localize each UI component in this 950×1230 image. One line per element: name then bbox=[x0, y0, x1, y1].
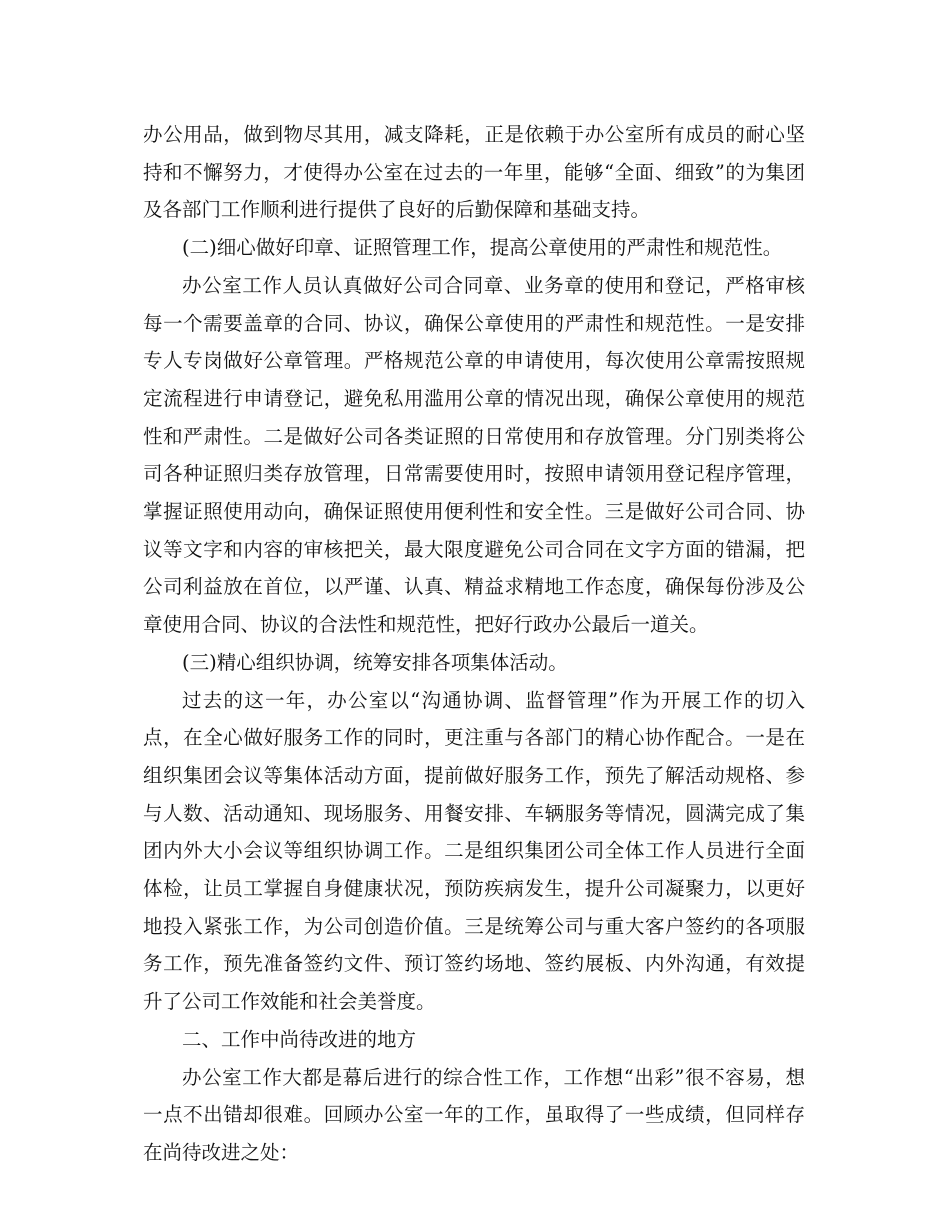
section-heading-improvements: 二、工作中尚待改进的地方 bbox=[182, 1027, 417, 1051]
paragraph-supplies-summary: 办公用品，做到物尽其用，减支降耗，正是依赖于办公室所有成员的耐心坚持和不懈努力，才使得办公室在过去的一年里，能够“全面、细致”的为集团及各部门工作顺利进行提供了良好的后勤保障和基础支持。 bbox=[143, 123, 805, 222]
paragraph-improvements-intro: 办公室工作大都是幕后进行的综合性工作，工作想“出彩”很不容易，想一点不出错却很难。回顾办公室一年的工作，虽取得了一些成绩，但同样存在尚待改进之处： bbox=[143, 1065, 805, 1164]
paragraph-seal-license-management: 办公室工作人员认真做好公司合同章、业务章的使用和登记，严格审核每一个需要盖章的合同、协议，确保公章使用的严肃性和规范性。一是安排专人专岗做好公章管理。严格规范公章的申请使用，每次使用公章需按照规定流程进行申请登记，避免私用滥用公章的情况出现，确保公章使用的规范性和严肃性。二是做好公司各类证照的日常使用和存放管理。分门别类将公司各种证照归类存放管理，日常需要使用时，按照申请领用登记程序管理，掌握证照使用动向，确保证照使用便利性和安全性。三是做好公司合同、协议等文字和内容的审核把关，最大限度避免公司合同在文字方面的错漏，把公司利益放在首位，以严谨、认真、精益求精地工作态度，确保每份涉及公章使用合同、协议的合法性和规范性，把好行政办公最后一道关。 bbox=[143, 273, 805, 637]
paragraph-collective-activities: 过去的这一年，办公室以“沟通协调、监督管理”作为开展工作的切入点，在全心做好服务工作的同时，更注重与各部门的精心协作配合。一是在组织集团会议等集体活动方面，提前做好服务工作，预先了解活动规格、参与人数、活动通知、现场服务、用餐安排、车辆服务等情况，圆满完成了集团内外大小会议等组织协调工作。二是组织集团公司全体工作人员进行全面体检，让员工掌握自身健康状况，预防疾病发生，提升公司凝聚力，以更好地投入紧张工作，为公司创造价值。三是统筹公司与重大客户签约的各项服务工作，预先准备签约文件、预订签约场地、签约展板、内外沟通，有效提升了公司工作效能和社会美誉度。 bbox=[143, 688, 805, 1014]
document-body bbox=[143, 116, 805, 1172]
subheading-seal-license-management: (二)细心做好印章、证照管理工作，提高公章使用的严肃性和规范性。 bbox=[182, 236, 783, 260]
subheading-collective-activities: (三)精心组织协调，统筹安排各项集体活动。 bbox=[182, 650, 568, 674]
